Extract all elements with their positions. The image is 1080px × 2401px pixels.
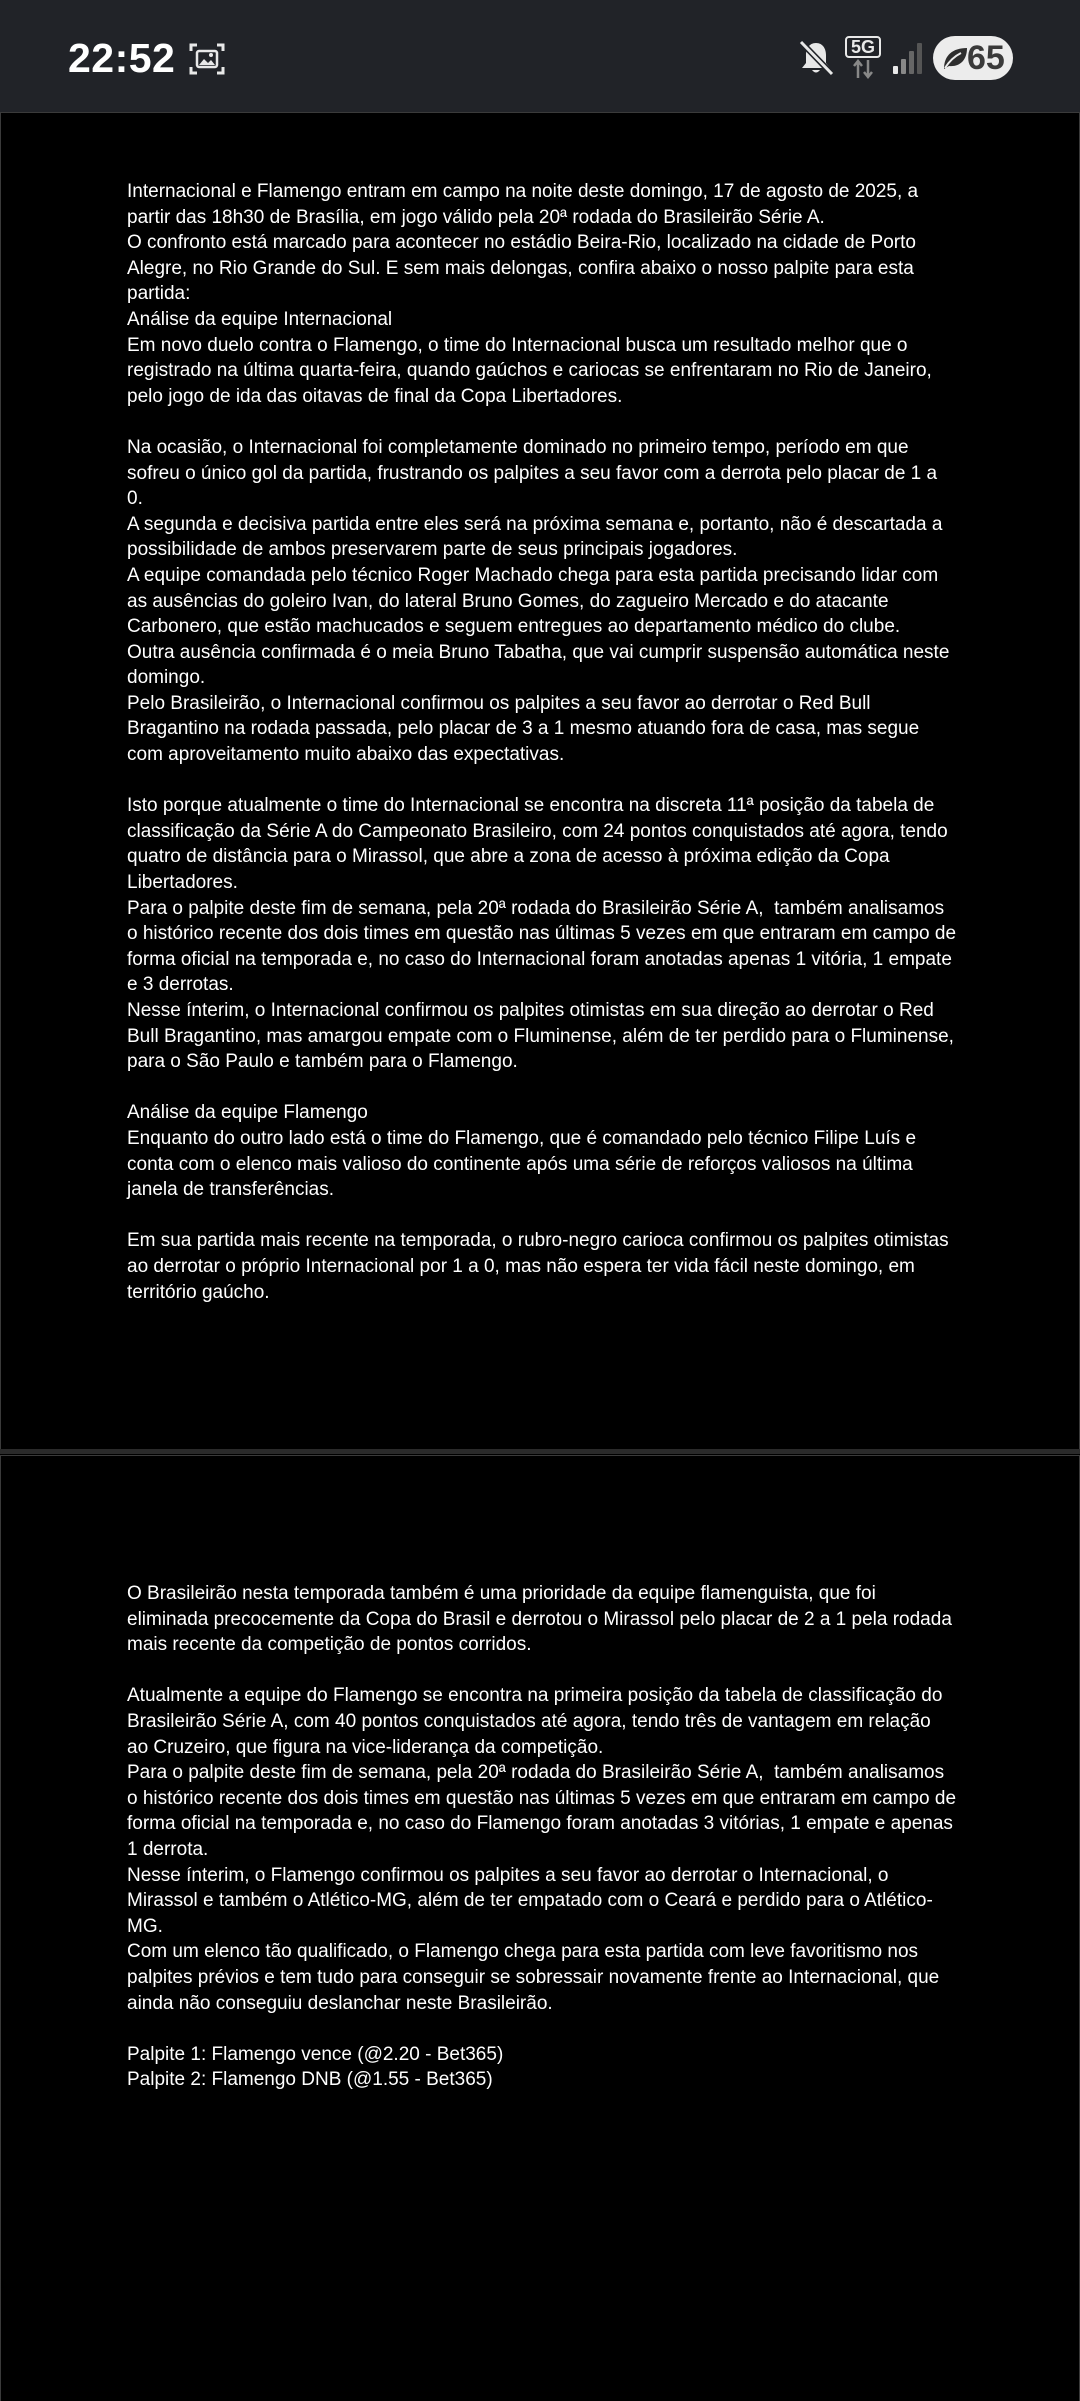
- document-paragraph: O Brasileirão nesta temporada também é uma prioridade da equipe flamenguista, que foi eliminada precocemente da Copa do Brasil e derrotou o Mirassol pelo placar de 2 a 1 pela rodada mais recente da competição de pontos corridos.: [127, 1583, 958, 1656]
- document-paragraph: Em sua partida mais recente na temporada, o rubro-negro carioca confirmou os palpites otimistas ao derrotar o próprio Internacional por 1 a 0, mas não espera ter vida fácil neste domingo, em território gaúcho.: [127, 1230, 954, 1303]
- network-label: 5G: [845, 36, 881, 58]
- document-paragraph: Outra ausência confirmada é o meia Bruno Tabatha, que vai cumprir suspensão automática neste domingo.: [127, 641, 955, 689]
- battery-indicator: [933, 36, 1013, 80]
- document-paragraph: Isto porque atualmente o time do Internacional se encontra na discreta 11ª posição da tabela de classificação da Série A do Campeonato Brasileiro, com 24 pontos conquistados até agora, tendo quatro de distância para o Mirassol, que abre a zona de acesso à próxima edição da Copa Libertadores.: [127, 795, 953, 894]
- document-paragraph: Análise da equipe Internacional: [127, 308, 393, 330]
- document-paragraph: Enquanto do outro lado está o time do Flamengo, que é comandado pelo técnico Filipe Luís e conta com o elenco mais valioso do continente após uma série de reforços valiosos na última janela de transferências.: [127, 1127, 922, 1201]
- status-bar: [0, 0, 1080, 112]
- document-paragraph: A equipe comandada pelo técnico Roger Machado chega para esta partida precisando lidar com as ausências do goleiro Ivan, do lateral Bruno Gomes, do zagueiro Mercado e do atacante Carbonero, que estão machucados e seguem entregues ao departamento médico do clube.: [127, 564, 944, 638]
- network-5g-icon: [845, 36, 881, 80]
- battery-level: 65: [967, 39, 1005, 77]
- paragraph-gap: [127, 409, 957, 435]
- document-paragraph: Internacional e Flamengo entram em campo na noite deste domingo, 17 de agosto de 2025, a partir das 18h30 de Brasília, em jogo válido pela 20ª rodada do Brasileirão Série A.: [127, 181, 924, 228]
- document-paragraph: Com um elenco tão qualificado, o Flamengo chega para esta partida com leve favoritismo nos palpites prévios e tem tudo para conseguir se sobressair novamente frente ao Internacional, que ainda não conseguiu deslanchar neste Brasileirão.: [127, 1941, 945, 2014]
- document-paragraph: Para o palpite deste fim de semana, pela 20ª rodada do Brasileirão Série A, também analisamos o histórico recente dos dois times em questão nas últimas 5 vezes em que entraram em campo de forma oficial na temporada e, no caso do Internacional foram anotadas apenas 1 vitória, 1 empate e 3 derrotas.: [127, 897, 962, 996]
- paragraph-gap: [127, 1203, 957, 1229]
- page-1-text: [127, 179, 962, 1305]
- document-paragraph: Palpite 1: Flamengo vence (@2.20 - Bet365): [127, 2043, 504, 2065]
- document-paragraph: Em novo duelo contra o Flamengo, o time do Internacional busca um resultado melhor que o registrado na última quarta-feira, quando gaúchos e cariocas se enfrentaram no Rio de Janeiro, pelo jogo de ida das oitavas de final da Copa Libertadores.: [127, 334, 938, 407]
- paragraph-gap: [127, 2016, 957, 2042]
- leaf-icon: [941, 45, 969, 71]
- signal-icon: [892, 42, 922, 74]
- document-paragraph: Pelo Brasileirão, o Internacional confirmou os palpites a seu favor ao derrotar o Red Bull Bragantino na rodada passada, pelo placar de 3 a 1 mesmo atuando fora de casa, mas segue com aproveitamento muito abaixo das expectativas.: [127, 692, 925, 766]
- document-paragraph: Nesse ínterim, o Flamengo confirmou os palpites a seu favor ao derrotar o Internacional, o Mirassol e também o Atlético-MG, além de ter empatado com o Ceará e perdido para o Atlético-MG.: [127, 1864, 933, 1937]
- status-clock: 22:52: [68, 35, 176, 81]
- document-paragraph: Atualmente a equipe do Flamengo se encontra na primeira posição da tabela de classificação do Brasileirão Série A, com 40 pontos conquistados até agora, tendo três de vantagem em relação ao Cruzeiro, que figura na vice-liderança da competição.: [127, 1685, 948, 1758]
- paragraph-gap: [127, 768, 957, 794]
- document-paragraph: Na ocasião, o Internacional foi completamente dominado no primeiro tempo, período em que sofreu o único gol da partida, frustrando os palpites a seu favor com a derrota pelo placar de 1 a 0.: [127, 436, 943, 510]
- document-paragraph: Para o palpite deste fim de semana, pela 20ª rodada do Brasileirão Série A, também analisamos o histórico recente dos dois times em questão nas últimas 5 vezes em que entraram em campo de forma oficial na temporada e, no caso do Flamengo foram anotadas 3 vitórias, 1 empate e apenas 1 derrota.: [127, 1762, 962, 1860]
- document-paragraph: A segunda e decisiva partida entre eles será na próxima semana e, portanto, não é descartada a possibilidade de ambos preservarem parte de seus principais jogadores.: [127, 513, 948, 561]
- data-arrows-icon: [851, 58, 875, 80]
- document-page-1[interactable]: [0, 112, 1080, 1450]
- screenshot-icon: [188, 40, 226, 78]
- document-paragraph: Nesse ínterim, o Internacional confirmou os palpites otimistas em sua direção ao derrotar o Red Bull Bragantino, mas amargou empate com o Fluminense, além de ter perdido para o Fluminense, para o São Paulo e também para o Flamengo.: [127, 1000, 960, 1073]
- paragraph-gap: [127, 1075, 957, 1101]
- document-paragraph: Palpite 2: Flamengo DNB (@1.55 - Bet365): [127, 2069, 493, 2091]
- document-paragraph: Análise da equipe Flamengo: [127, 1102, 368, 1124]
- document-paragraph: O confronto está marcado para acontecer no estádio Beira-Rio, localizado na cidade de Porto Alegre, no Rio Grande do Sul. E sem mais delongas, confira abaixo o nosso palpite para esta partida:: [127, 232, 921, 305]
- page-2-text: [127, 1581, 962, 2093]
- paragraph-gap: [127, 1658, 957, 1684]
- mute-icon: [796, 38, 836, 78]
- page-divider: [0, 1449, 1080, 1454]
- document-page-2[interactable]: [0, 1455, 1080, 2401]
